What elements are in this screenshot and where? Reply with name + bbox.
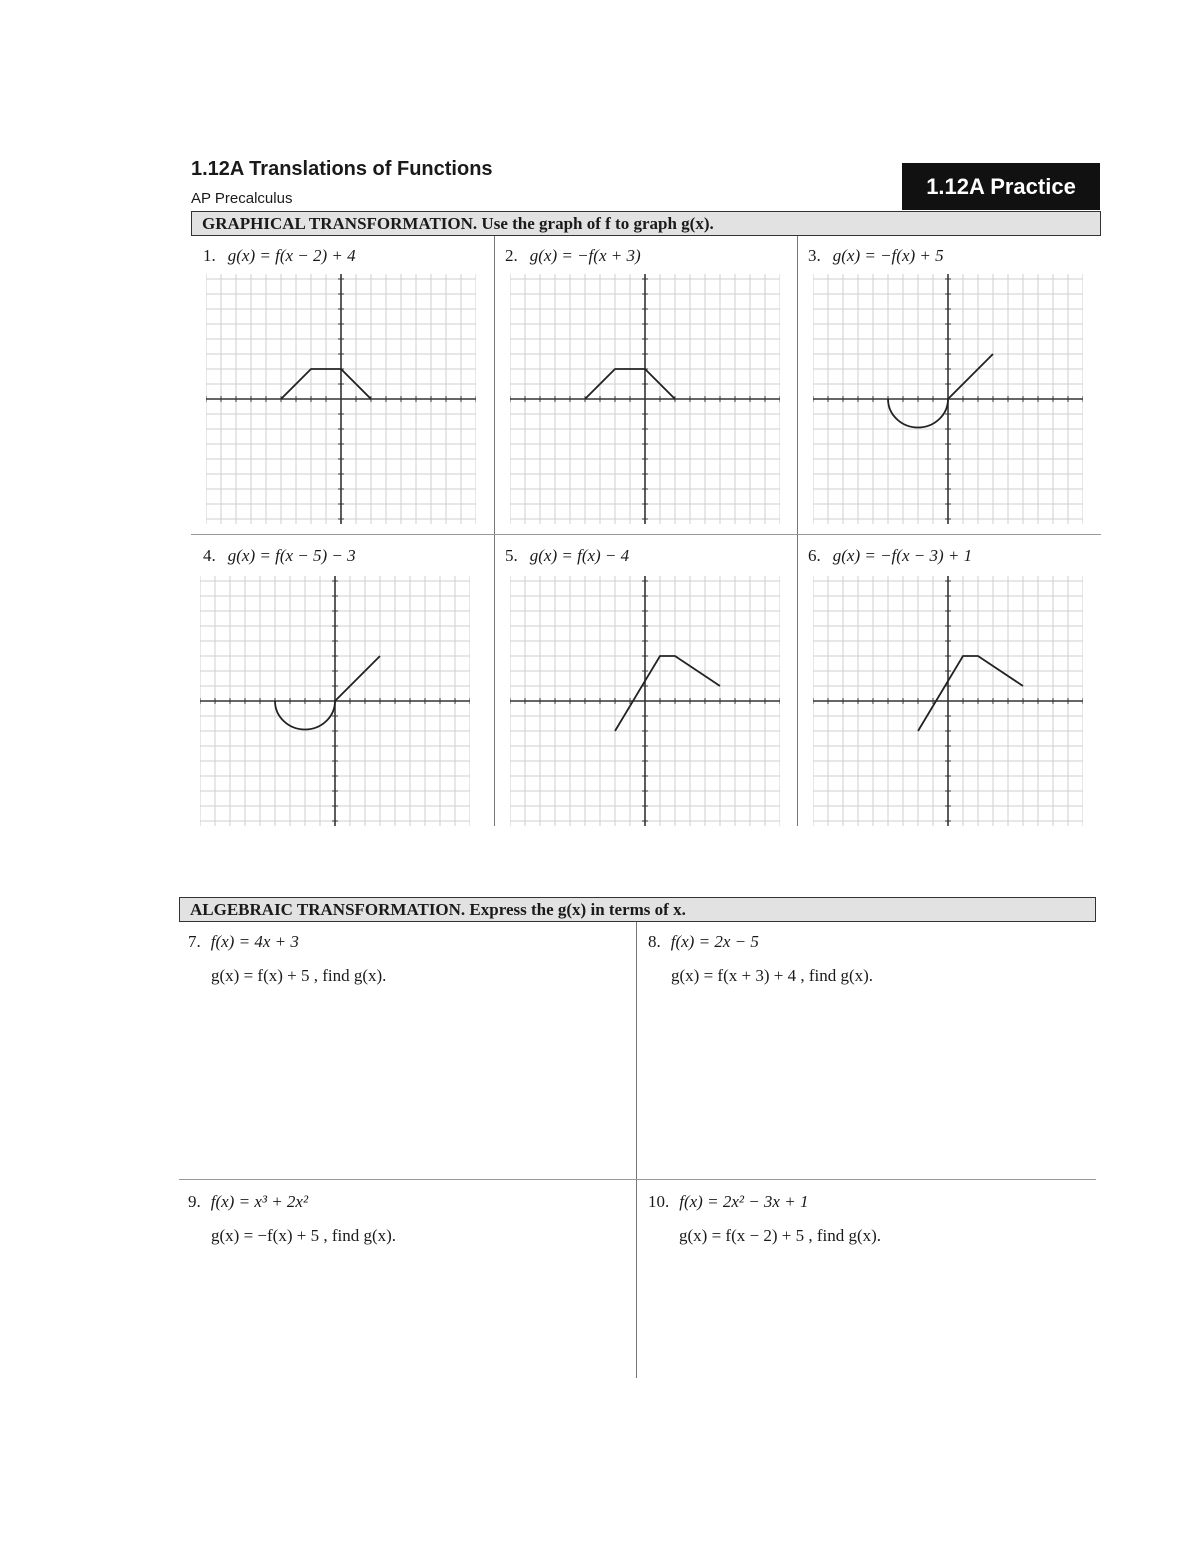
problem-8-function: 8. f(x) = 2x − 5 [648, 932, 759, 951]
problem-10-function: 10. f(x) = 2x² − 3x + 1 [648, 1192, 809, 1211]
graph-2[interactable] [510, 274, 780, 524]
course-name: AP Precalculus [191, 190, 293, 207]
problem-6-label: 6. g(x) = −f(x − 3) + 1 [808, 546, 973, 565]
problem-10-transformation: g(x) = f(x − 2) + 5 , find g(x). [679, 1226, 882, 1245]
graph-5[interactable] [510, 576, 780, 826]
graph-4[interactable] [200, 576, 470, 826]
problem-2-label: 2. g(x) = −f(x + 3) [505, 246, 641, 265]
graphical-section-heading: GRAPHICAL TRANSFORMATION. Use the graph of f to graph g(x). [191, 211, 1101, 236]
problem-9-transformation: g(x) = −f(x) + 5 , find g(x). [211, 1226, 397, 1245]
row-divider [179, 1179, 1096, 1180]
function-curve [615, 656, 720, 731]
worksheet-title: 1.12A Translations of Functions [191, 158, 493, 180]
graph-6[interactable] [813, 576, 1083, 826]
algebraic-section-heading: ALGEBRAIC TRANSFORMATION. Express the g(x) in terms of x. [179, 897, 1096, 922]
practice-badge: 1.12A Practice [902, 163, 1100, 210]
column-divider [636, 922, 637, 1378]
function-curve [275, 656, 380, 729]
problem-4-label: 4. g(x) = f(x − 5) − 3 [203, 546, 356, 565]
function-curve [888, 354, 993, 427]
column-divider [797, 236, 798, 826]
row-divider [191, 534, 1101, 535]
problem-9-function: 9. f(x) = x³ + 2x² [188, 1192, 309, 1211]
problem-8-transformation: g(x) = f(x + 3) + 4 , find g(x). [671, 966, 874, 985]
problem-7-function: 7. f(x) = 4x + 3 [188, 932, 299, 951]
function-curve [918, 656, 1023, 731]
problem-1-label: 1. g(x) = f(x − 2) + 4 [203, 246, 356, 265]
problem-7-transformation: g(x) = f(x) + 5 , find g(x). [211, 966, 387, 985]
graph-1[interactable] [206, 274, 476, 524]
column-divider [494, 236, 495, 826]
graph-3[interactable] [813, 274, 1083, 524]
problem-3-label: 3. g(x) = −f(x) + 5 [808, 246, 944, 265]
problem-5-label: 5. g(x) = f(x) − 4 [505, 546, 630, 565]
